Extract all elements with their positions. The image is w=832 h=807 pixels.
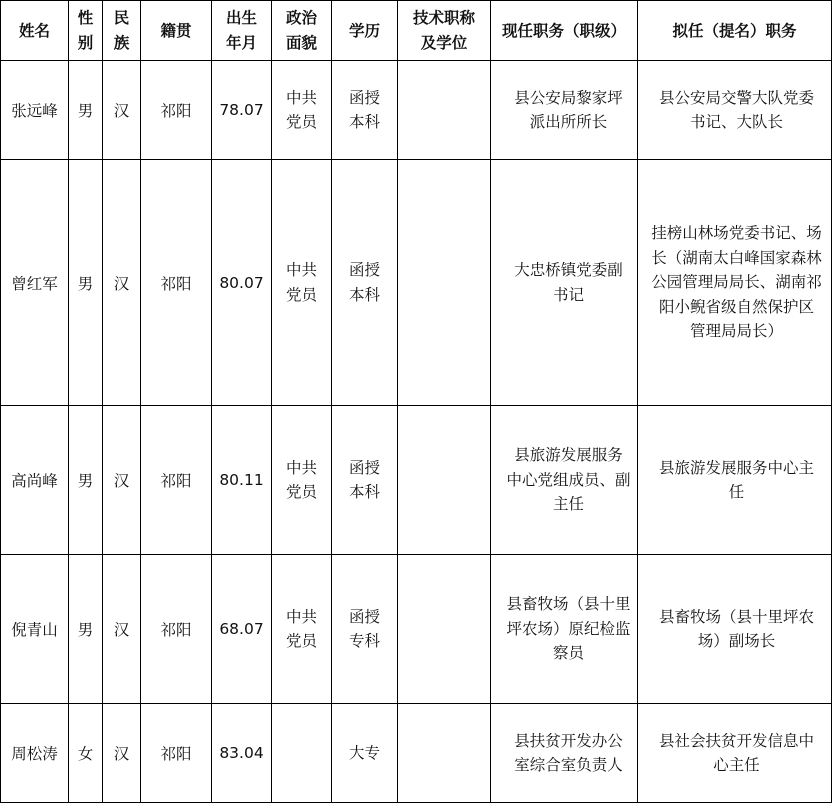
cell-hometown: 祁阳 (141, 406, 212, 555)
cell-title (398, 406, 491, 555)
table-row (1, 406, 832, 555)
cell-birth: 68.07 (212, 555, 272, 704)
table-row (1, 555, 832, 704)
header-current: 现任职务（职级） (491, 1, 638, 61)
cell-hometown: 祁阳 (141, 61, 212, 160)
cell-education: 大专 (332, 704, 398, 803)
cell-current-duty: 县畜牧场（县十里 坪农场）原纪检监 察员 (491, 555, 638, 704)
cell-name: 倪青山 (1, 555, 69, 704)
cell-gender: 男 (69, 555, 103, 704)
cell-politics (272, 704, 332, 803)
cell-ethnicity: 汉 (103, 160, 141, 406)
header-hometown: 籍贯 (141, 1, 212, 61)
cell-hometown: 祁阳 (141, 555, 212, 704)
header-name: 姓名 (1, 1, 69, 61)
header-gender: 性 别 (69, 1, 103, 61)
cell-proposed-duty: 挂榜山林场党委书记、场 长（湖南太白峰国家森林 公园管理局局长、湖南祁 阳小鲵省级自然保护区 管理局局长） (638, 160, 832, 406)
cell-education: 函授 本科 (332, 61, 398, 160)
cell-title (398, 555, 491, 704)
cell-ethnicity: 汉 (103, 555, 141, 704)
cell-birth: 80.11 (212, 406, 272, 555)
cell-name: 高尚峰 (1, 406, 69, 555)
cell-title (398, 61, 491, 160)
cell-name: 张远峰 (1, 61, 69, 160)
table-row (1, 704, 832, 803)
cell-education: 函授 本科 (332, 160, 398, 406)
cell-politics: 中共 党员 (272, 160, 332, 406)
header-title: 技术职称 及学位 (398, 1, 491, 61)
cell-education: 函授 专科 (332, 555, 398, 704)
table-row (1, 160, 832, 406)
cell-gender: 男 (69, 406, 103, 555)
cell-birth: 78.07 (212, 61, 272, 160)
cell-gender: 男 (69, 61, 103, 160)
cell-current-duty: 县扶贫开发办公 室综合室负责人 (491, 704, 638, 803)
cell-current-duty: 大忠桥镇党委副 书记 (491, 160, 638, 406)
header-politics: 政治 面貌 (272, 1, 332, 61)
cell-ethnicity: 汉 (103, 61, 141, 160)
cell-education: 函授 本科 (332, 406, 398, 555)
cell-proposed-duty: 县社会扶贫开发信息中 心主任 (638, 704, 832, 803)
cell-current-duty: 县公安局黎家坪 派出所所长 (491, 61, 638, 160)
cell-gender: 男 (69, 160, 103, 406)
cell-hometown: 祁阳 (141, 704, 212, 803)
cell-birth: 80.07 (212, 160, 272, 406)
header-ethnicity: 民 族 (103, 1, 141, 61)
cell-title (398, 704, 491, 803)
table-row (1, 61, 832, 160)
cell-birth: 83.04 (212, 704, 272, 803)
cell-politics: 中共 党员 (272, 61, 332, 160)
cell-name: 曾红军 (1, 160, 69, 406)
cell-hometown: 祁阳 (141, 160, 212, 406)
header-education: 学历 (332, 1, 398, 61)
header-birth: 出生 年月 (212, 1, 272, 61)
header-row (1, 1, 832, 61)
header-proposed: 拟任（提名）职务 (638, 1, 832, 61)
cell-proposed-duty: 县畜牧场（县十里坪农 场）副场长 (638, 555, 832, 704)
cell-ethnicity: 汉 (103, 704, 141, 803)
cell-politics: 中共 党员 (272, 406, 332, 555)
cell-politics: 中共 党员 (272, 555, 332, 704)
cell-proposed-duty: 县公安局交警大队党委 书记、大队长 (638, 61, 832, 160)
cell-title (398, 160, 491, 406)
cell-gender: 女 (69, 704, 103, 803)
cell-ethnicity: 汉 (103, 406, 141, 555)
cell-current-duty: 县旅游发展服务 中心党组成员、副 主任 (491, 406, 638, 555)
cell-name: 周松涛 (1, 704, 69, 803)
cell-proposed-duty: 县旅游发展服务中心主 任 (638, 406, 832, 555)
